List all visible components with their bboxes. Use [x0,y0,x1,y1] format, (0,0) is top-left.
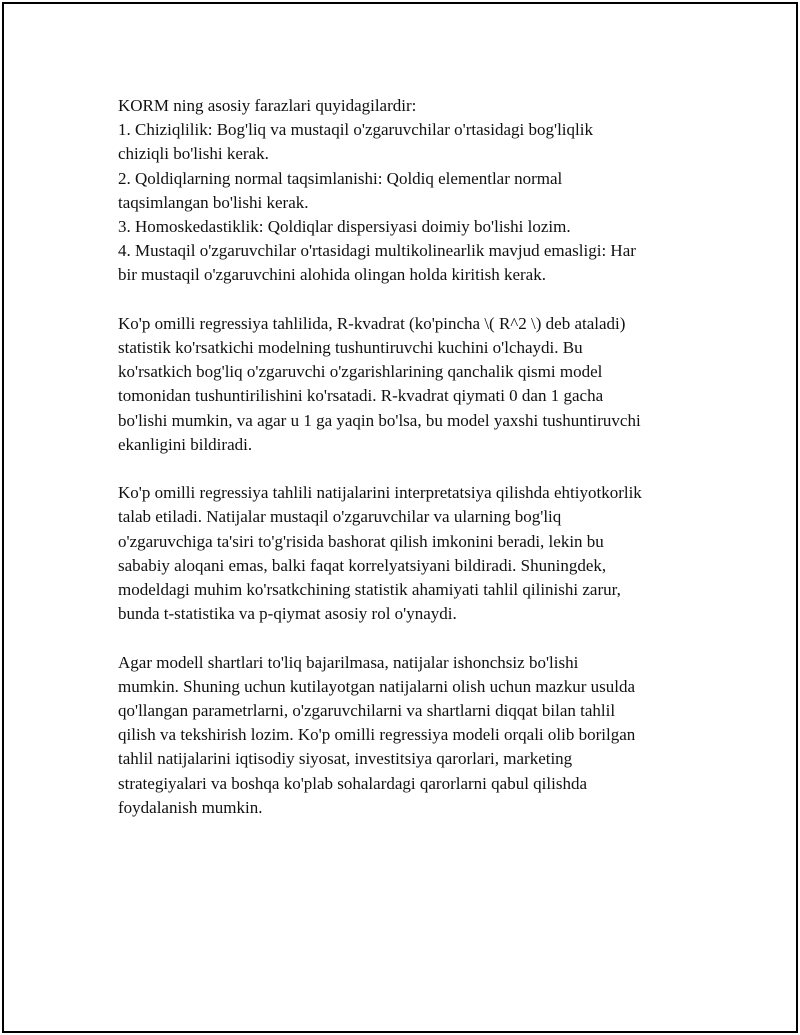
text-line: Ko'p omilli regressiya tahlilida, R-kvadrat (ko'pincha \( R^2 \) deb ataladi) [118,313,626,333]
text-line: modeldagi muhim ko'rsatkchining statistik ahamiyati tahlil qilinishi zarur, [118,580,621,600]
text-line: ko'rsatkich bog'liq o'zgaruvchi o'zgarishlarining qanchalik qismi model [118,362,603,382]
text-line: foydalanish mumkin. [118,797,263,817]
text-line: mumkin. Shuning uchun kutilayotgan natijalarni olish uchun mazkur usulda [118,676,636,696]
text-line: Ko'p omilli regressiya tahlili natijalarini interpretatsiya qilishda ehtiyotkorlik [118,483,642,503]
text-line: KORM ning asosiy farazlari quyidagilardir: [118,96,417,115]
paragraph-interpretation [118,481,698,626]
text-line: 1. Chiziqlilik: Bog'liq va mustaqil o'zgaruvchilar o'rtasidagi bog'liqlik [118,120,593,140]
text-line: taqsimlangan bo'lishi kerak. [118,192,309,212]
text-line: strategiyalari va boshqa ko'plab sohalardagi qarorlarni qabul qilishda [118,773,588,793]
document-body [118,94,698,844]
text-line: Agar modell shartlari to'liq bajarilmasa, natijalar ishonchsiz bo'lishi [118,652,579,672]
text-line: 2. Qoldiqlarning normal taqsimlanishi: Qoldiq elementlar normal [118,168,563,188]
text-line: 4. Mustaqil o'zgaruvchilar o'rtasidagi multikolinearlik mavjud emasligi: Har [118,241,636,261]
text-line: qo'llangan parametrlarni, o'zgaruvchilarni va shartlarni diqqat bilan tahlil [118,701,616,721]
text-line: qilish va tekshirish lozim. Ko'p omilli regressiya modeli orqali olib borilgan [118,725,636,745]
text-line: talab etiladi. Natijalar mustaqil o'zgaruvchilar va ularning bog'liq [118,507,562,527]
text-line: bunda t-statistika va p-qiymat asosiy rol o'ynaydi. [118,604,457,624]
paragraph-assumptions [118,94,698,288]
paragraph-conclusion [118,651,698,820]
text-line: sababiy aloqani emas, balki faqat korrelyatsiyani bildiradi. Shuningdek, [118,555,607,575]
text-line: bo'lishi mumkin, va agar u 1 ga yaqin bo'lsa, bu model yaxshi tushuntiruvchi [118,410,641,430]
text-line: o'zgaruvchiga ta'siri to'g'risida bashorat qilish imkonini beradi, lekin bu [118,531,604,551]
text-line: tahlil natijalarini iqtisodiy siyosat, investitsiya qarorlari, marketing [118,749,573,769]
text-line: ekanligini bildiradi. [118,434,253,454]
text-line: statistik ko'rsatkichi modelning tushuntiruvchi kuchini o'lchaydi. Bu [118,338,583,358]
text-line: 3. Homoskedastiklik: Qoldiqlar dispersiyasi doimiy bo'lishi lozim. [118,217,571,237]
paragraph-r-squared [118,312,698,457]
text-line: chiziqli bo'lishi kerak. [118,144,269,164]
text-line: bir mustaqil o'zgaruvchini alohida olingan holda kiritish kerak. [118,265,546,285]
text-line: tomonidan tushuntirilishini ko'rsatadi. R-kvadrat qiymati 0 dan 1 gacha [118,386,604,406]
